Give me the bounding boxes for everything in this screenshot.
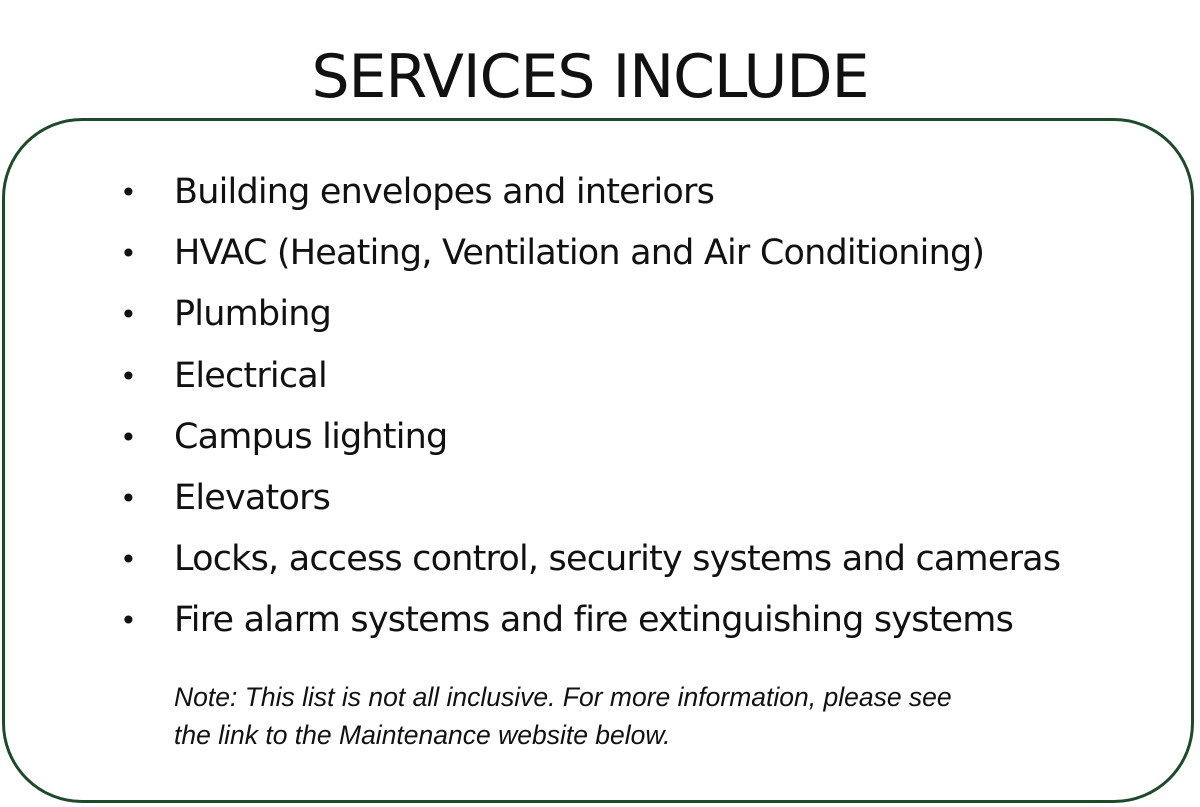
service-label: Campus lighting — [174, 416, 448, 457]
bullet-icon: • — [120, 543, 136, 577]
bullet-icon: • — [120, 237, 136, 271]
service-label: Plumbing — [174, 294, 332, 335]
service-label: Fire alarm systems and fire extinguishing systems — [174, 600, 1014, 641]
service-label: Locks, access control, security systems and cameras — [174, 539, 1061, 580]
bullet-icon: • — [120, 359, 136, 393]
bullet-icon: • — [120, 176, 136, 209]
note-line-1: Note: This list is not all inclusive. For more information, please see — [174, 682, 952, 712]
service-label: Elevators — [174, 477, 331, 518]
bullet-icon: • — [120, 604, 136, 638]
service-label: Building envelopes and interiors — [174, 172, 715, 212]
note-line-2: the link to the Maintenance website below. — [174, 720, 671, 750]
bullet-icon: • — [120, 420, 136, 454]
page-title: SERVICES INCLUDE — [311, 42, 869, 113]
service-label: Electrical — [174, 355, 327, 396]
disclaimer-note — [174, 678, 952, 754]
service-label: HVAC (Heating, Ventilation and Air Conditioning) — [174, 233, 985, 274]
bullet-icon: • — [120, 481, 136, 515]
bullet-icon: • — [120, 298, 136, 332]
